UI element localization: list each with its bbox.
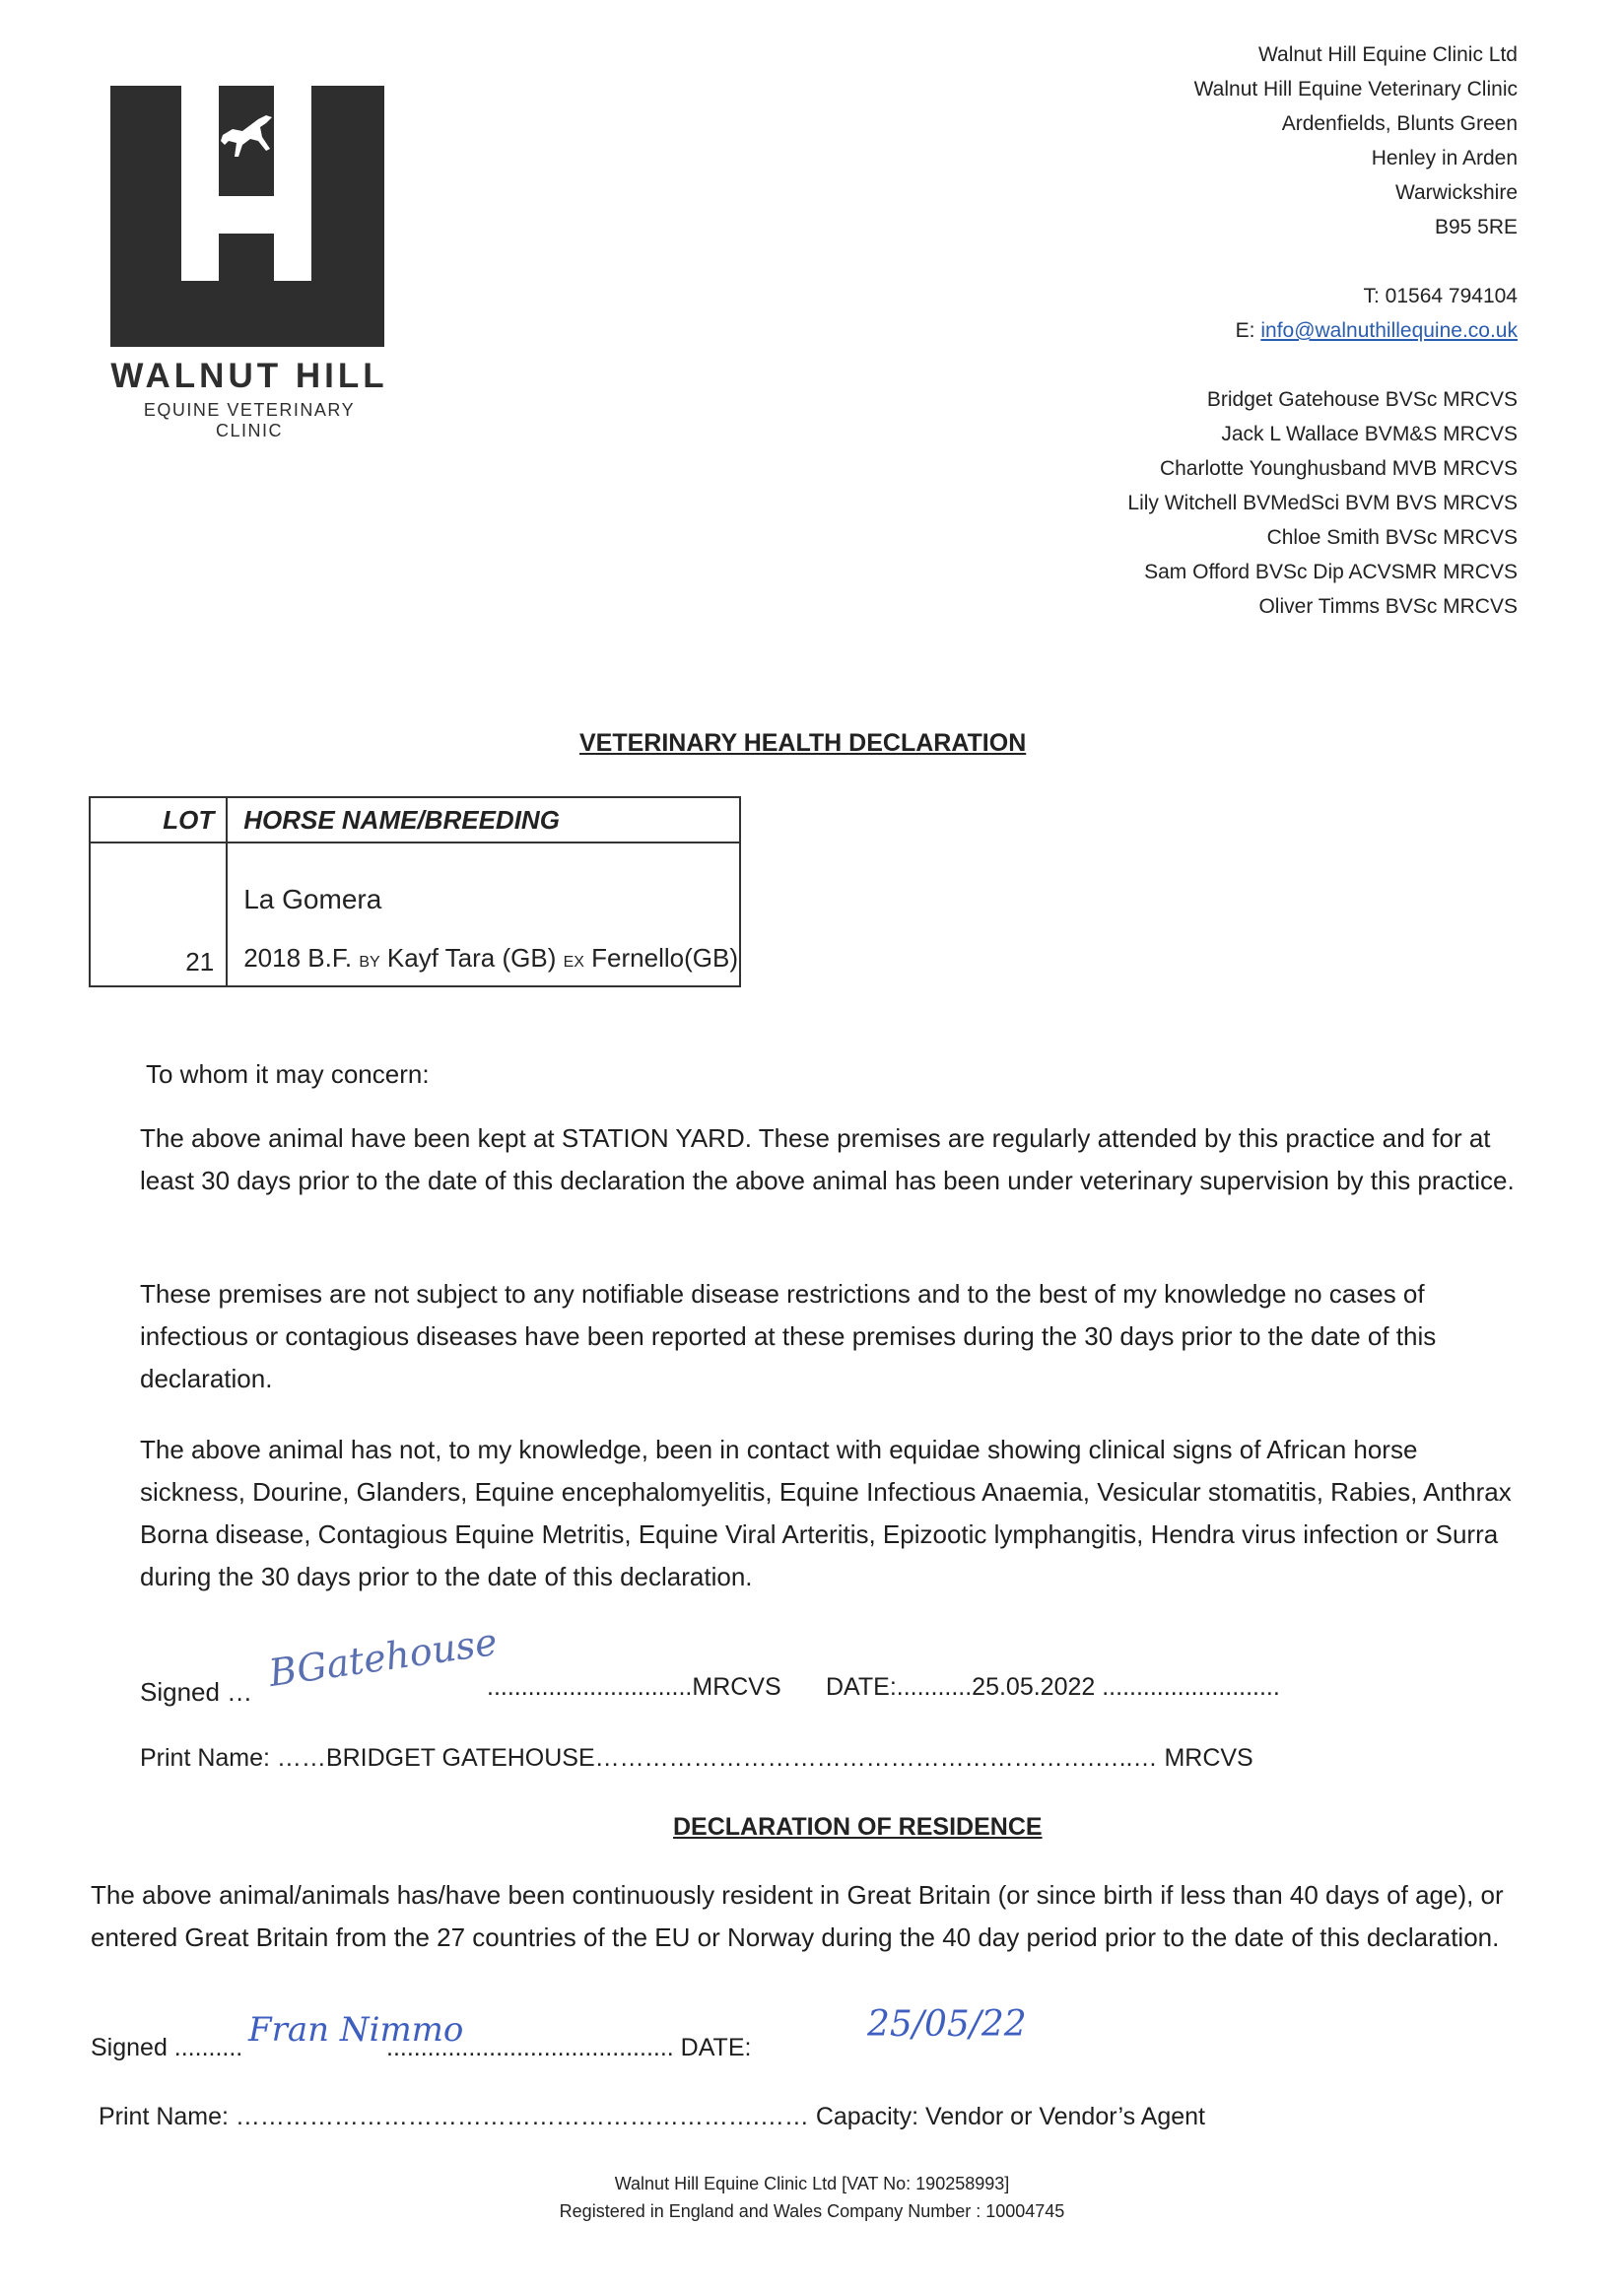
health-signed-label: Signed … xyxy=(140,1677,253,1707)
phone: T: 01564 794104 xyxy=(1363,285,1518,307)
address-block xyxy=(1127,37,1518,624)
address-line: Warwickshire xyxy=(1394,181,1518,204)
logo-title: WALNUT HILL xyxy=(110,357,388,395)
health-print-name: Print Name: ……BRIDGET GATEHOUSE…………………………………………………….…..… MRCVS xyxy=(140,1744,1253,1772)
by-label: BY xyxy=(359,954,380,971)
vet-name: Chloe Smith BVSc MRCVS xyxy=(1266,526,1518,549)
horse-breeding xyxy=(243,943,738,974)
footer-line-2: Registered in England and Wales Company Number : 10004745 xyxy=(559,2201,1065,2221)
vet-signature: BGatehouse xyxy=(266,1619,501,1696)
vet-name: Lily Witchell BVMedSci BVM BVS MRCVS xyxy=(1127,492,1518,514)
address-line: Walnut Hill Equine Veterinary Clinic xyxy=(1193,78,1518,101)
breeding-year: 2018 B.F. xyxy=(243,943,353,973)
health-declaration-title: VETERINARY HEALTH DECLARATION xyxy=(579,729,1027,757)
horse-name: La Gomera xyxy=(243,884,382,914)
vet-name: Charlotte Younghusband MVB MRCVS xyxy=(1159,457,1518,480)
vet-name: Jack L Wallace BVM&S MRCVS xyxy=(1221,423,1518,445)
ex-label: EX xyxy=(563,954,584,971)
health-para-1: The above animal have been kept at STATION YARD. These premises are regularly attended by this practice and for at least 30 days prior to the date of this declaration the above animal has been under veterinary supervision by this practice. xyxy=(140,1123,1515,1195)
horse-cell xyxy=(227,843,740,986)
email-prefix: E: xyxy=(1235,319,1261,342)
logo-subtitle: EQUINE VETERINARY CLINIC xyxy=(143,400,356,440)
dam: Fernello(GB) xyxy=(591,943,738,973)
residence-signed-dots: .......................................... DATE: xyxy=(386,2034,752,2061)
vendor-signature: Fran Nimmo xyxy=(248,2010,464,2050)
residence-signed-label: Signed .......... xyxy=(91,2034,243,2061)
address-line: Ardenfields, Blunts Green xyxy=(1281,112,1518,135)
horse-header: HORSE NAME/BREEDING xyxy=(227,797,740,843)
vet-name: Oliver Timms BVSc MRCVS xyxy=(1258,595,1518,618)
salutation: To whom it may concern: xyxy=(146,1059,430,1089)
health-signed-dots: ..............................MRCVS xyxy=(487,1673,781,1701)
lot-number: 21 xyxy=(90,843,227,986)
health-para-2: These premises are not subject to any notifiable disease restrictions and to the best of my knowledge no cases of infectious or contagious diseases have been reported at these premises during the 30 days prior to the date of this declaration. xyxy=(140,1279,1437,1393)
residence-print-name: Print Name: ……………………………………………………….…… Capacity: Vendor or Vendor’s Agent xyxy=(99,2103,1205,2130)
footer-line-1: Walnut Hill Equine Clinic Ltd [VAT No: 190258993] xyxy=(614,2174,1010,2193)
residence-para: The above animal/animals has/have been continuously resident in Great Britain (or since birth if less than 40 days of age), or entered Great Britain from the 27 countries of the EU or Norway during the 40 day period prior to the date of this declaration. xyxy=(91,1880,1504,1952)
health-para-3: The above animal has not, to my knowledge, been in contact with equidae showing clinical signs of African horse sickness, Dourine, Glanders, Equine encephalomyelitis, Equine Infectious Anaemia, Vesicular stomatitis, Rabies, Anthrax Borna disease, Contagious Equine Metritis, Equine Viral Arteritis, Epizootic lymphangitis, Hendra virus infection or Surra during the 30 days prior to the date of this declaration. xyxy=(140,1435,1512,1591)
lot-table xyxy=(89,796,741,987)
lot-header: LOT xyxy=(90,797,227,843)
address-line: Henley in Arden xyxy=(1371,147,1518,169)
residence-title: DECLARATION OF RESIDENCE xyxy=(673,1813,1043,1841)
email-link[interactable]: info@walnuthillequine.co.uk xyxy=(1260,319,1518,342)
sire: Kayf Tara (GB) xyxy=(386,943,557,973)
vet-name: Sam Offord BVSc Dip ACVSMR MRCVS xyxy=(1144,561,1518,583)
vendor-date: 25/05/22 xyxy=(867,2004,1027,2045)
email-line xyxy=(1127,313,1518,348)
address-line: B95 5RE xyxy=(1434,216,1518,238)
address-line: Walnut Hill Equine Clinic Ltd xyxy=(1257,43,1518,66)
clinic-logo xyxy=(110,86,384,347)
footer xyxy=(0,2170,1624,2225)
vet-name: Bridget Gatehouse BVSc MRCVS xyxy=(1206,388,1518,411)
horse-icon xyxy=(217,105,278,167)
health-date: DATE:...........25.05.2022 .......................... xyxy=(826,1673,1280,1701)
